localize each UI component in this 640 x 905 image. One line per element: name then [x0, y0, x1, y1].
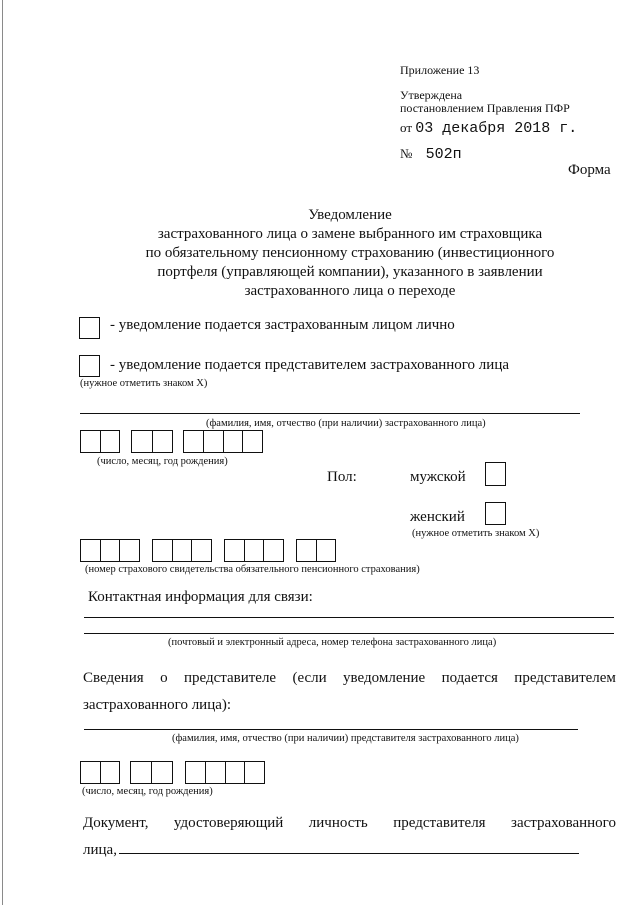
rep-dob-year[interactable] [185, 761, 265, 784]
date-line [400, 120, 577, 137]
snils-group-2[interactable] [152, 539, 212, 562]
decree-label: постановлением Правления ПФР [400, 101, 570, 115]
insured-dob-year[interactable] [183, 430, 263, 453]
rep-dob-day[interactable] [80, 761, 120, 784]
checkbox-personal[interactable] [79, 317, 100, 339]
representative-name-caption: (фамилия, имя, отчество (при наличии) представителя застрахованного лица) [172, 733, 519, 744]
page-left-border [2, 0, 3, 905]
option-representative-label: - уведомление подается представителем застрахованного лица [110, 357, 510, 373]
number-prefix: № [400, 146, 413, 161]
snils-caption: (номер страхового свидетельства обязательного пенсионного страхования) [85, 564, 420, 575]
contact-label: Контактная информация для связи: [88, 589, 313, 605]
doc-word-2: удостоверяющий [173, 815, 284, 831]
approved-label: Утверждена [400, 88, 463, 102]
doc-word-4: представителя [393, 815, 486, 831]
representative-intro-line-1 [83, 670, 616, 687]
insured-name-caption: (фамилия, имя, отчество (при наличии) застрахованного лица) [206, 418, 486, 429]
snils-check-digits[interactable] [296, 539, 336, 562]
snils-group-3[interactable] [224, 539, 284, 562]
document-id-line-2: лица, [83, 842, 117, 858]
title-line-3: по обязательному пенсионному страхованию (инвестиционного [145, 245, 555, 261]
document-id-input-line[interactable] [119, 853, 579, 854]
doc-word-5: застрахованного [511, 815, 616, 831]
appendix-label: Приложение 13 [400, 63, 480, 77]
title-line-1: Уведомление [308, 207, 392, 223]
representative-intro-line-2: застрахованного лица): [83, 697, 232, 713]
insured-dob-caption: (число, месяц, год рождения) [97, 456, 228, 467]
contact-line-1[interactable] [84, 617, 614, 618]
form-label: Форма [568, 162, 611, 178]
rep-word-6: подается [441, 670, 498, 686]
sex-female-label: женский [410, 509, 465, 525]
title-line-5: застрахованного лица о переходе [244, 283, 456, 299]
doc-word-3: личность [308, 815, 368, 831]
option-personal-label: - уведомление подается застрахованным лицом лично [110, 317, 455, 333]
number-line [400, 146, 462, 163]
insured-dob-day[interactable] [80, 430, 120, 453]
rep-word-1: Сведения [83, 670, 144, 686]
rep-word-7: представителем [514, 670, 616, 686]
mark-hint: (нужное отметить знаком Х) [80, 378, 208, 389]
date-value: 03 декабря 2018 г. [415, 120, 578, 137]
rep-word-3: представителе [183, 670, 277, 686]
date-prefix: от [400, 120, 413, 135]
snils-group-1[interactable] [80, 539, 140, 562]
document-title [100, 206, 600, 301]
document-id-line-1 [83, 815, 616, 832]
sex-male-label: мужской [410, 469, 466, 485]
number-value: 502п [425, 146, 462, 163]
rep-word-2: о [160, 670, 168, 686]
sex-hint: (нужное отметить знаком Х) [412, 528, 540, 539]
contact-line-2[interactable] [84, 633, 614, 634]
sex-label: Пол: [327, 469, 357, 485]
rep-word-4: (если [292, 670, 327, 686]
checkbox-female[interactable] [485, 502, 506, 525]
insured-dob-month[interactable] [131, 430, 173, 453]
checkbox-representative[interactable] [79, 355, 100, 377]
title-line-4: портфеля (управляющей компании), указанного в заявлении [157, 264, 543, 280]
doc-word-1: Документ, [83, 815, 149, 831]
rep-dob-caption: (число, месяц, год рождения) [82, 786, 213, 797]
rep-dob-month[interactable] [130, 761, 173, 784]
insured-name-line[interactable] [80, 413, 580, 414]
title-line-2: застрахованного лица о замене выбранного им страховщика [157, 226, 543, 242]
rep-word-5: уведомление [343, 670, 426, 686]
representative-name-line[interactable] [84, 729, 578, 730]
checkbox-male[interactable] [485, 462, 506, 486]
contact-caption: (почтовый и электронный адреса, номер телефона застрахованного лица) [168, 637, 497, 648]
